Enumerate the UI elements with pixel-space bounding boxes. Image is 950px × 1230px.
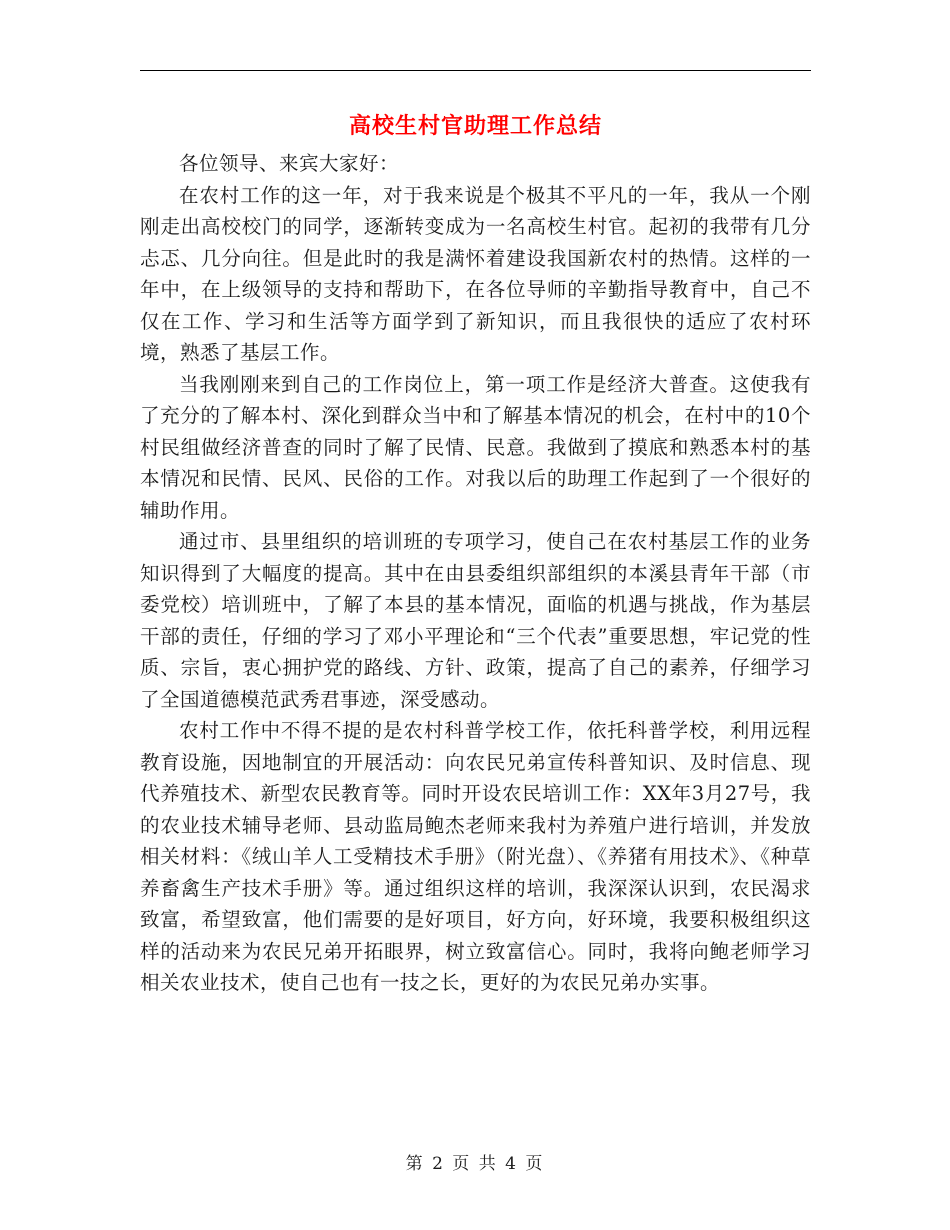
page-number-footer: 第 2 页 共 4 页 [405,1154,545,1174]
paragraph-greeting: 各位领导、来宾大家好： [179,152,400,175]
document-body [140,148,811,999]
paragraph: 农村工作中不得不提的是农村科普学校工作，依托科普学校，利用远程教育设施，因地制宜的开展活动：向农民兄弟宣传科普知识、及时信息、现代养殖技术、新型农民教育等。同时开设农民培训工作：XX年3月27号，我的农业技术辅导老师、县动监局鲍杰老师来我村为养殖户进行培训，并发放相关材料：《绒山羊人工受精技术手册》（附光盘）、《养猪有用技术》、《种草养畜禽生产技术手册》等。通过组织这样的培训，我深深认识到，农民渴求致富，希望致富，他们需要的是好项目，好方向，好环境，我要积极组织这样的活动来为农民兄弟开拓眼界，树立致富信心。同时，我将向鲍老师学习相关农业技术，使自己也有一技之长，更好的为农民兄弟办实事。 [140,719,811,994]
paragraph: 在农村工作的这一年，对于我来说是个极其不平凡的一年，我从一个刚刚走出高校校门的同学，逐渐转变成为一名高校生村官。起初的我带有几分忐忑、几分向往。但是此时的我是满怀着建设我国新农村的热情。这样的一年中，在上级领导的支持和帮助下，在各位导师的辛勤指导教育中，自己不仅在工作、学习和生活等方面学到了新知识，而且我很快的适应了农村环境，熟悉了基层工作。 [140,183,811,364]
paragraph: 通过市、县里组织的培训班的专项学习，使自己在农村基层工作的业务知识得到了大幅度的提高。其中在由县委组织部组织的本溪县青年干部（市委党校）培训班中，了解了本县的基本情况，面临的机遇与挑战，作为基层干部的责任，仔细的学习了邓小平理论和“三个代表”重要思想，牢记党的性质、宗旨，衷心拥护党的路线、方针、政策，提高了自己的素养，仔细学习了全国道德模范武秀君事迹，深受感动。 [140,530,811,711]
paragraph: 当我刚刚来到自己的工作岗位上，第一项工作是经济大普查。这使我有了充分的了解本村、深化到群众当中和了解基本情况的机会，在村中的10个村民组做经济普查的同时了解了民情、民意。我做到了摸底和熟悉本村的基本情况和民情、民风、民俗的工作。对我以后的助理工作起到了一个很好的辅助作用。 [140,372,811,522]
document-title: 高校生村官助理工作总结 [348,113,602,139]
header-rule [140,70,811,71]
